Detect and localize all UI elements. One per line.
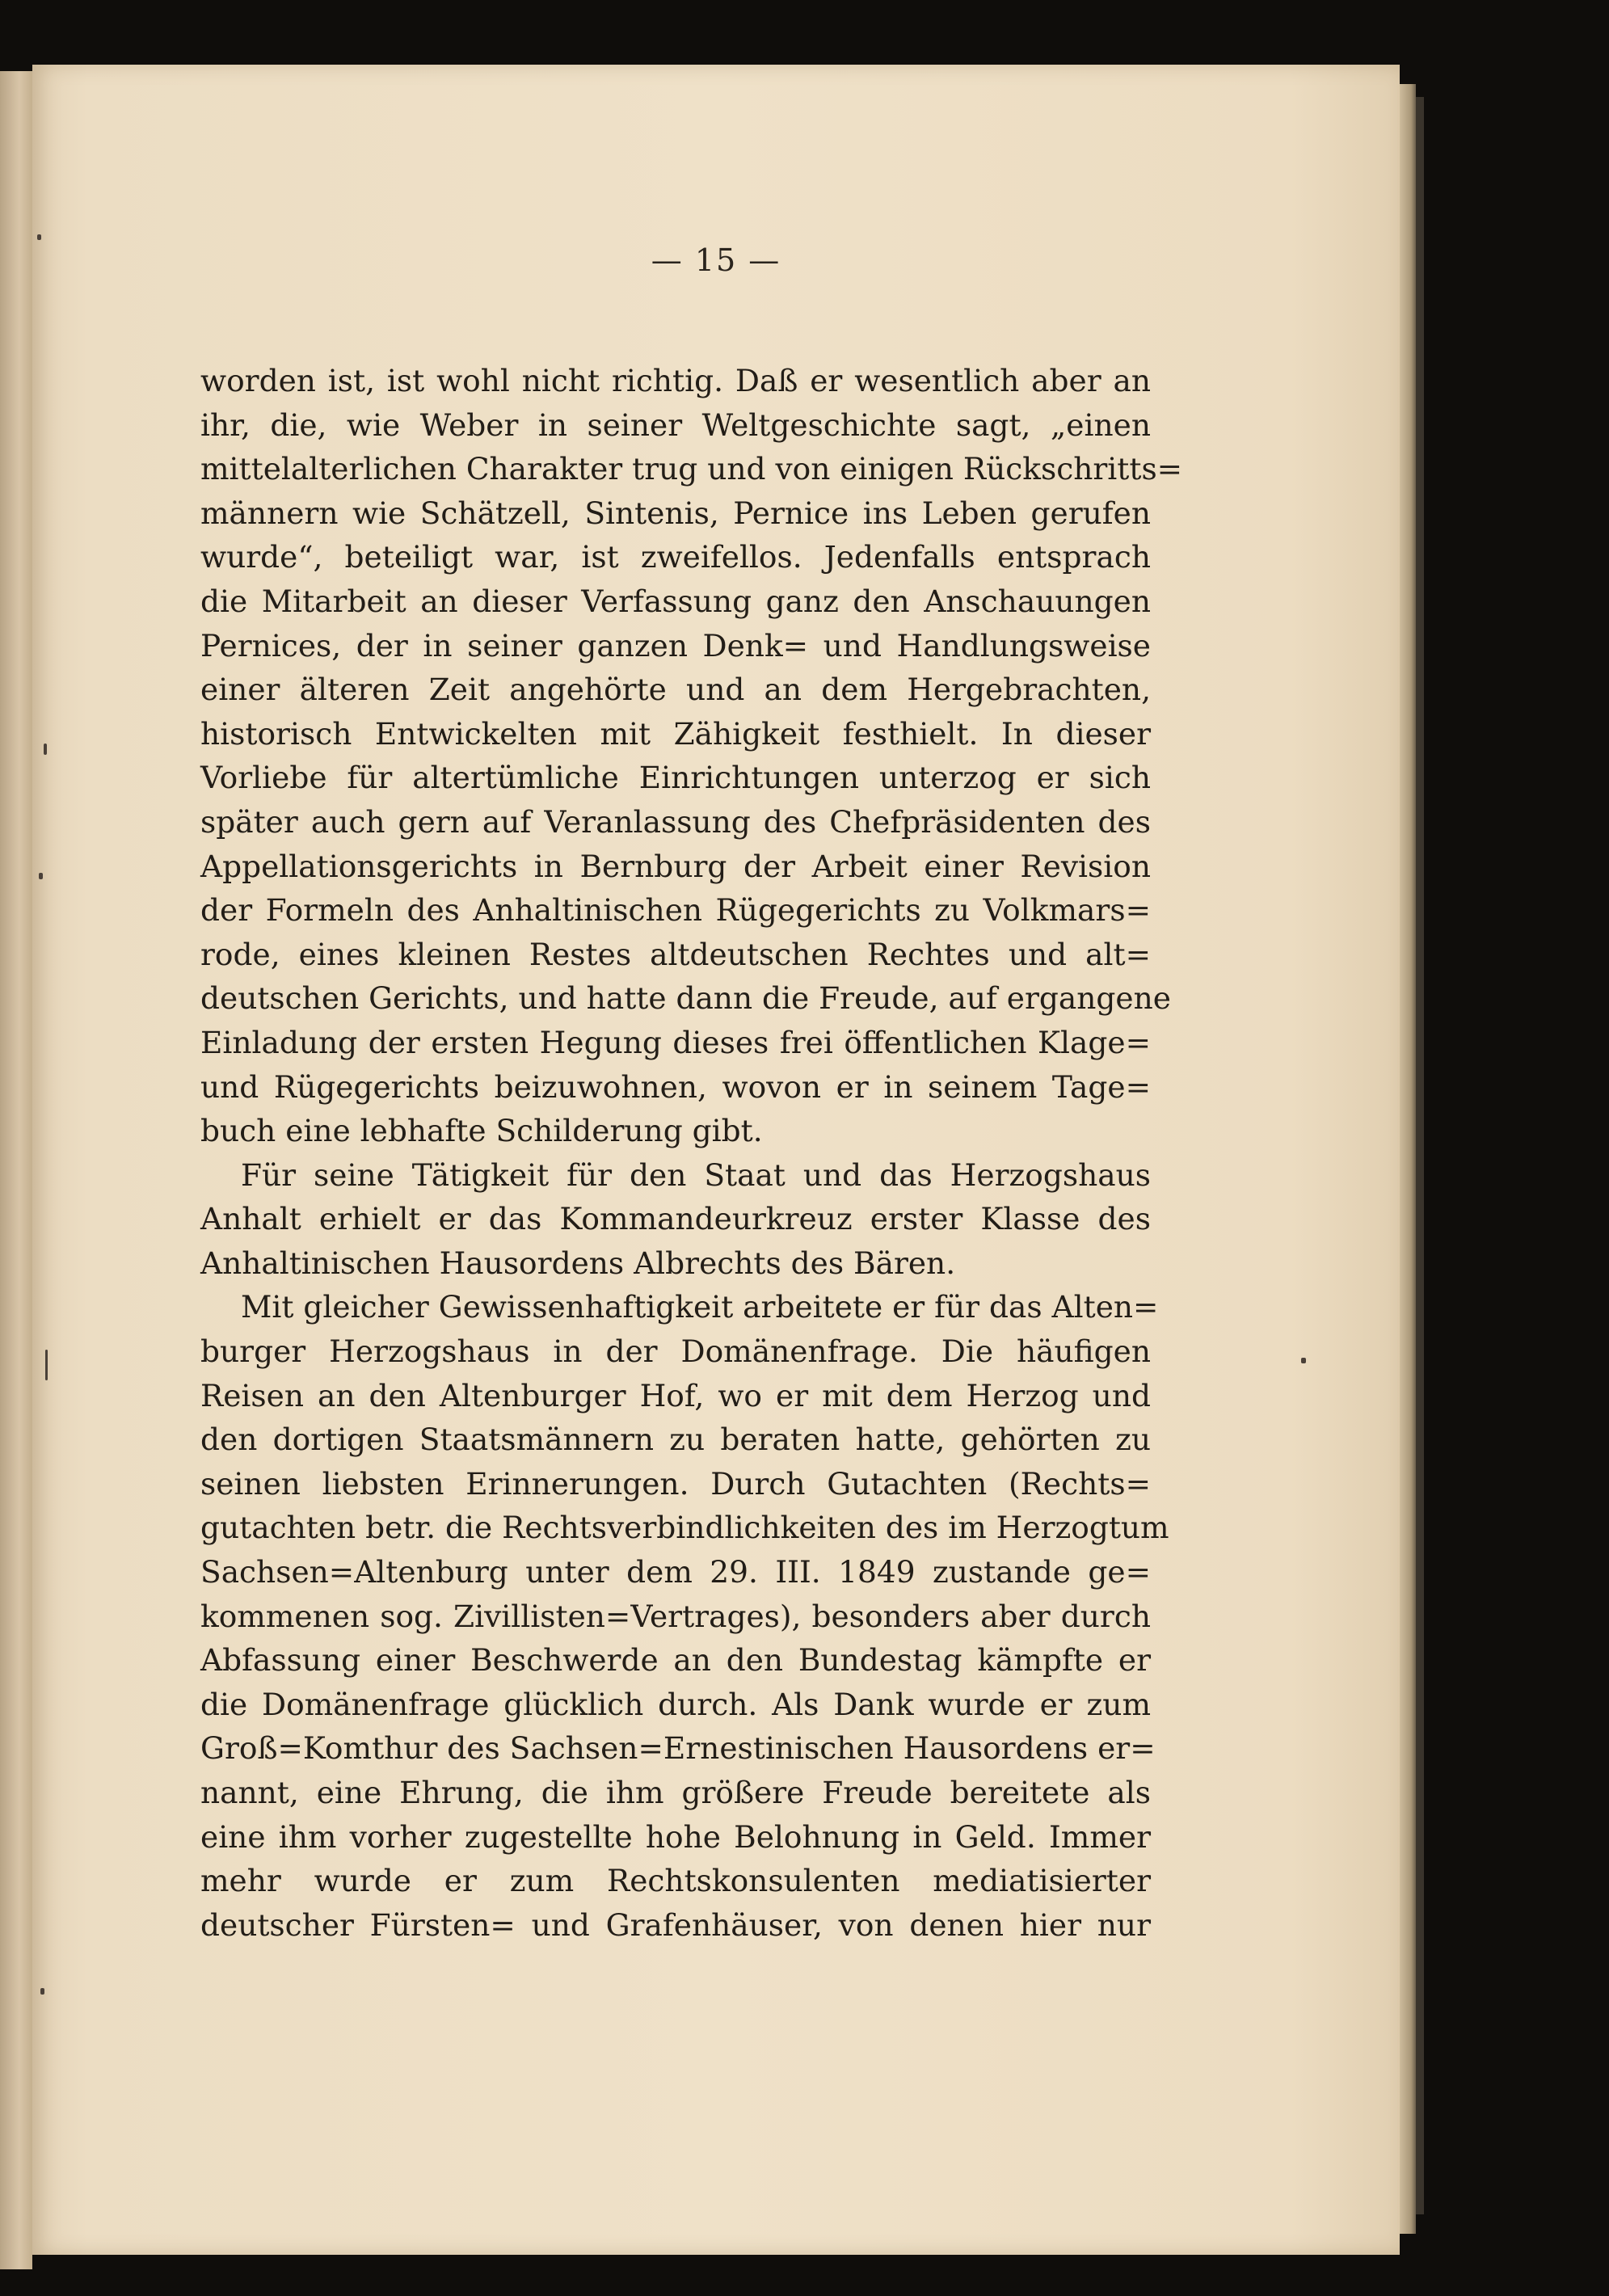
text-line: Anhaltinischen Hausordens Albrechts des Bären. [200,1245,956,1281]
text-line: ihr, die, wie Weber in seiner Weltgeschichte sagt, „einen [200,407,1151,443]
ink-speck [44,744,47,755]
text-line: eine ihm vorher zugestellte hohe Belohnung in Geld. Immer [200,1818,1151,1855]
text-line: später auch gern auf Veranlassung des Chefpräsidenten des [200,803,1151,840]
text-line: der Formeln des Anhaltinischen Rügegerichts zu Volkmars= [200,892,1151,929]
text-line: die Domänenfrage glücklich durch. Als Dank wurde er zum [200,1686,1151,1722]
ink-speck [1301,1358,1306,1363]
text-line: Abfassung einer Beschwerde an den Bundestag kämpfte er [200,1642,1151,1679]
text-line: historisch Entwickelten mit Zähigkeit festhielt. In dieser [200,715,1151,752]
text-line: Sachsen=Altenburg unter dem 29. III. 1849 zustande ge= [200,1554,1151,1590]
text-line: deutscher Fürsten= und Grafenhäuser, von denen hier nur [200,1906,1151,1943]
text-line: Reisen an den Altenburger Hof, wo er mit dem Herzog und [200,1377,1151,1413]
text-line: seinen liebsten Erinnerungen. Durch Gutachten (Rechts= [200,1465,1151,1502]
text-line: Vorliebe für altertümliche Einrichtungen unterzog er sich [200,760,1151,796]
page-stack-edge [1400,84,1416,2234]
text-line: burger Herzogshaus in der Domänenfrage. Die häufigen [200,1333,1151,1370]
text-line: kommenen sog. Zivillisten=Vertrages), besonders aber durch [200,1598,1151,1634]
text-line: wurde“, beteiligt war, ist zweifellos. Jedenfalls entsprach [200,539,1151,575]
text-line: die Mitarbeit an dieser Verfassung ganz den Anschauungen [200,583,1151,619]
ink-speck [37,234,41,240]
page-stack-shadow [1416,97,1424,2214]
text-line: Pernices, der in seiner ganzen Denk= und Handlungsweise [200,627,1151,664]
text-line: Anhalt erhielt er das Kommandeurkreuz erster Klasse des [200,1201,1151,1237]
text-line: rode, eines kleinen Restes altdeutschen Rechtes und alt= [200,936,1151,972]
text-line: einer älteren Zeit angehörte und an dem Hergebrachten, [200,672,1151,708]
text-line: Für seine Tätigkeit für den Staat und das Herzogshaus [241,1156,1151,1193]
text-line: mehr wurde er zum Rechtskonsulenten mediatisierter [200,1863,1151,1899]
ink-speck [39,873,43,879]
text-line: nannt, eine Ehrung, die ihm größere Freude bereitete als [200,1775,1151,1810]
text-line: Einladung der ersten Hegung dieses frei öffentlichen Klage= [200,1024,1151,1060]
text-line: den dortigen Staatsmännern zu beraten hatte, gehörten zu [200,1422,1151,1458]
page-number: — 15 — [651,242,781,278]
text-line: und Rügegerichts beizuwohnen, wovon er in seinem Tage= [200,1068,1151,1105]
text-line: worden ist, ist wohl nicht richtig. Daß er wesentlich aber an [200,363,1151,398]
book-page [32,65,1400,2255]
text-line: buch eine lebhafte Schilderung gibt. [200,1113,763,1149]
ink-speck [40,1988,44,1995]
text-line: Appellationsgerichts in Bernburg der Arbeit einer Revision [200,848,1151,884]
body-text [200,359,1183,1947]
facing-page-edge [0,71,32,2269]
ink-speck [45,1350,48,1380]
text-line: mittelalterlichen Charakter trug und von einigen Rückschritts= [200,451,1183,487]
text-line: deutschen Gerichts, und hatte dann die Freude, auf ergangene [200,980,1171,1017]
text-line: Mit gleicher Gewissenhaftigkeit arbeitete er für das Alten= [241,1289,1159,1325]
text-line: männern wie Schätzell, Sintenis, Pernice ins Leben gerufen [200,495,1151,531]
text-line: gutachten betr. die Rechtsverbindlichkeiten des im Herzogtum [200,1510,1169,1546]
text-line: Groß=Komthur des Sachsen=Ernestinischen Hausordens er= [200,1730,1156,1767]
